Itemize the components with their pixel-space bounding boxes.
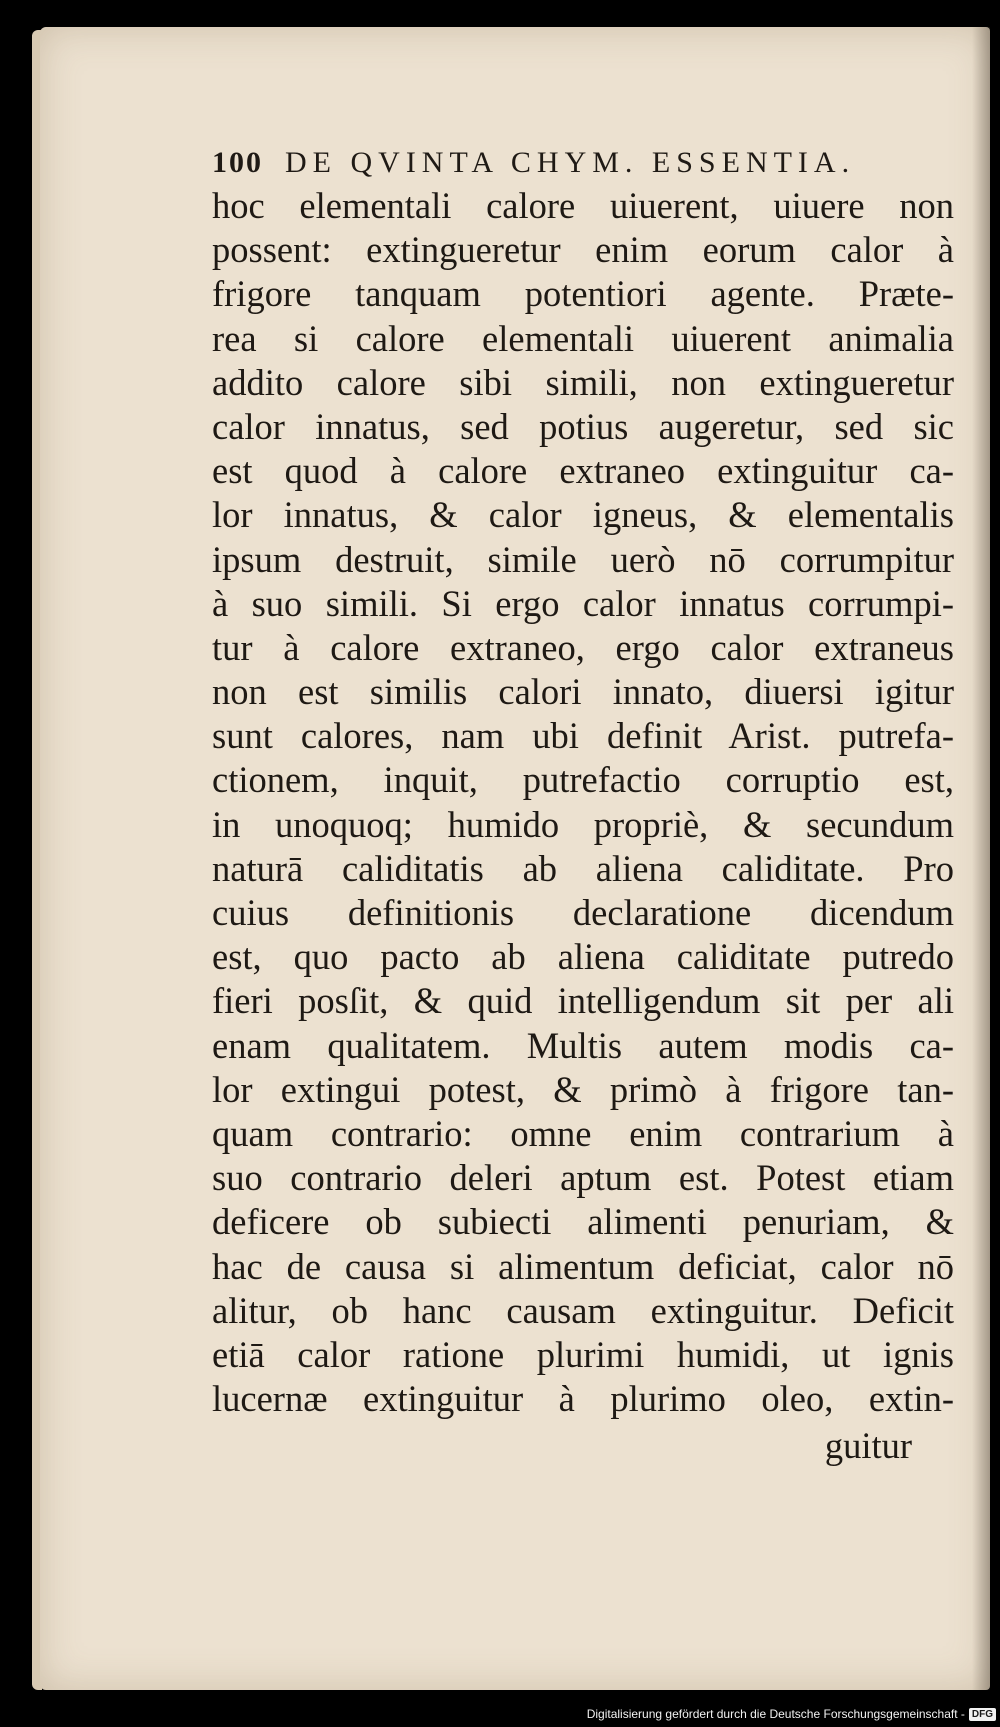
text-line: quam contrario: omne enim contrarium à	[212, 1112, 954, 1154]
text-line: ctionem, inquit, putrefactio corruptio est,	[212, 759, 954, 801]
text-line: sunt calores, nam ubi definit Arist. putrefa-	[212, 715, 954, 757]
credit-text: Digitalisierung gefördert durch die Deutsche Forschungsgemeinschaft -	[586, 1707, 965, 1721]
text-line: fieri posſit, & quid intelligendum sit per ali	[212, 980, 954, 1022]
text-line: etiā calor ratione plurimi humidi, ut ignis	[212, 1333, 954, 1375]
digitization-credit	[587, 1707, 996, 1721]
text-line: non est similis calori innato, diuersi igitur	[212, 671, 954, 713]
text-line: hac de causa si alimentum deficiat, calor nō	[212, 1245, 954, 1287]
text-line: hoc elementali calore uiuerent, uiuere non	[212, 185, 954, 226]
text-block	[212, 184, 954, 1421]
text-line: deficere ob subiecti alimenti penuriam, &	[212, 1201, 954, 1243]
page-number: 100	[212, 146, 263, 179]
text-line: à suo simili. Si ergo calor innatus corrumpi-	[212, 582, 954, 624]
text-line: in unoquoq; humido propriè, & secundum	[212, 803, 954, 845]
text-line: tur à calore extraneo, ergo calor extraneus	[212, 626, 954, 668]
text-line: lucernæ extinguitur à plurimo oleo, extin-	[212, 1378, 954, 1420]
text-line: cuius definitionis declaratione dicendum	[212, 892, 954, 933]
text-line: suo contrario deleri aptum est. Potest etiam	[212, 1157, 954, 1199]
dfg-logo: DFG	[969, 1708, 996, 1721]
text-line: est quod à calore extraneo extinguitur ca-	[212, 450, 954, 492]
text-line: enam qualitatem. Multis autem modis ca-	[212, 1024, 954, 1066]
text-line: calor innatus, sed potius augeretur, sed sic	[212, 405, 954, 447]
running-header	[212, 146, 855, 180]
running-title: DE QVINTA CHYM. ESSENTIA.	[285, 146, 856, 179]
text-line: ipsum destruit, simile uerò nō corrumpitur	[212, 538, 954, 580]
text-line: frigore tanquam potentiori agente. Præte-	[212, 273, 954, 315]
text-line: alitur, ob hanc causam extinguitur. Deficit	[212, 1289, 954, 1331]
catchword: guitur	[824, 1425, 912, 1466]
text-line: possent: extingueretur enim eorum calor à	[212, 229, 954, 271]
text-line: lor extingui potest, & primò à frigore tan-	[212, 1068, 954, 1110]
text-line: naturā caliditatis ab aliena caliditate. Pro	[212, 847, 954, 889]
text-line: lor innatus, & calor igneus, & elementalis	[212, 494, 954, 536]
text-line: est, quo pacto ab aliena caliditate putredo	[212, 936, 954, 978]
text-line: rea si calore elementali uiuerent animalia	[212, 317, 954, 359]
text-line: addito calore sibi simili, non extingueretur	[212, 361, 954, 403]
